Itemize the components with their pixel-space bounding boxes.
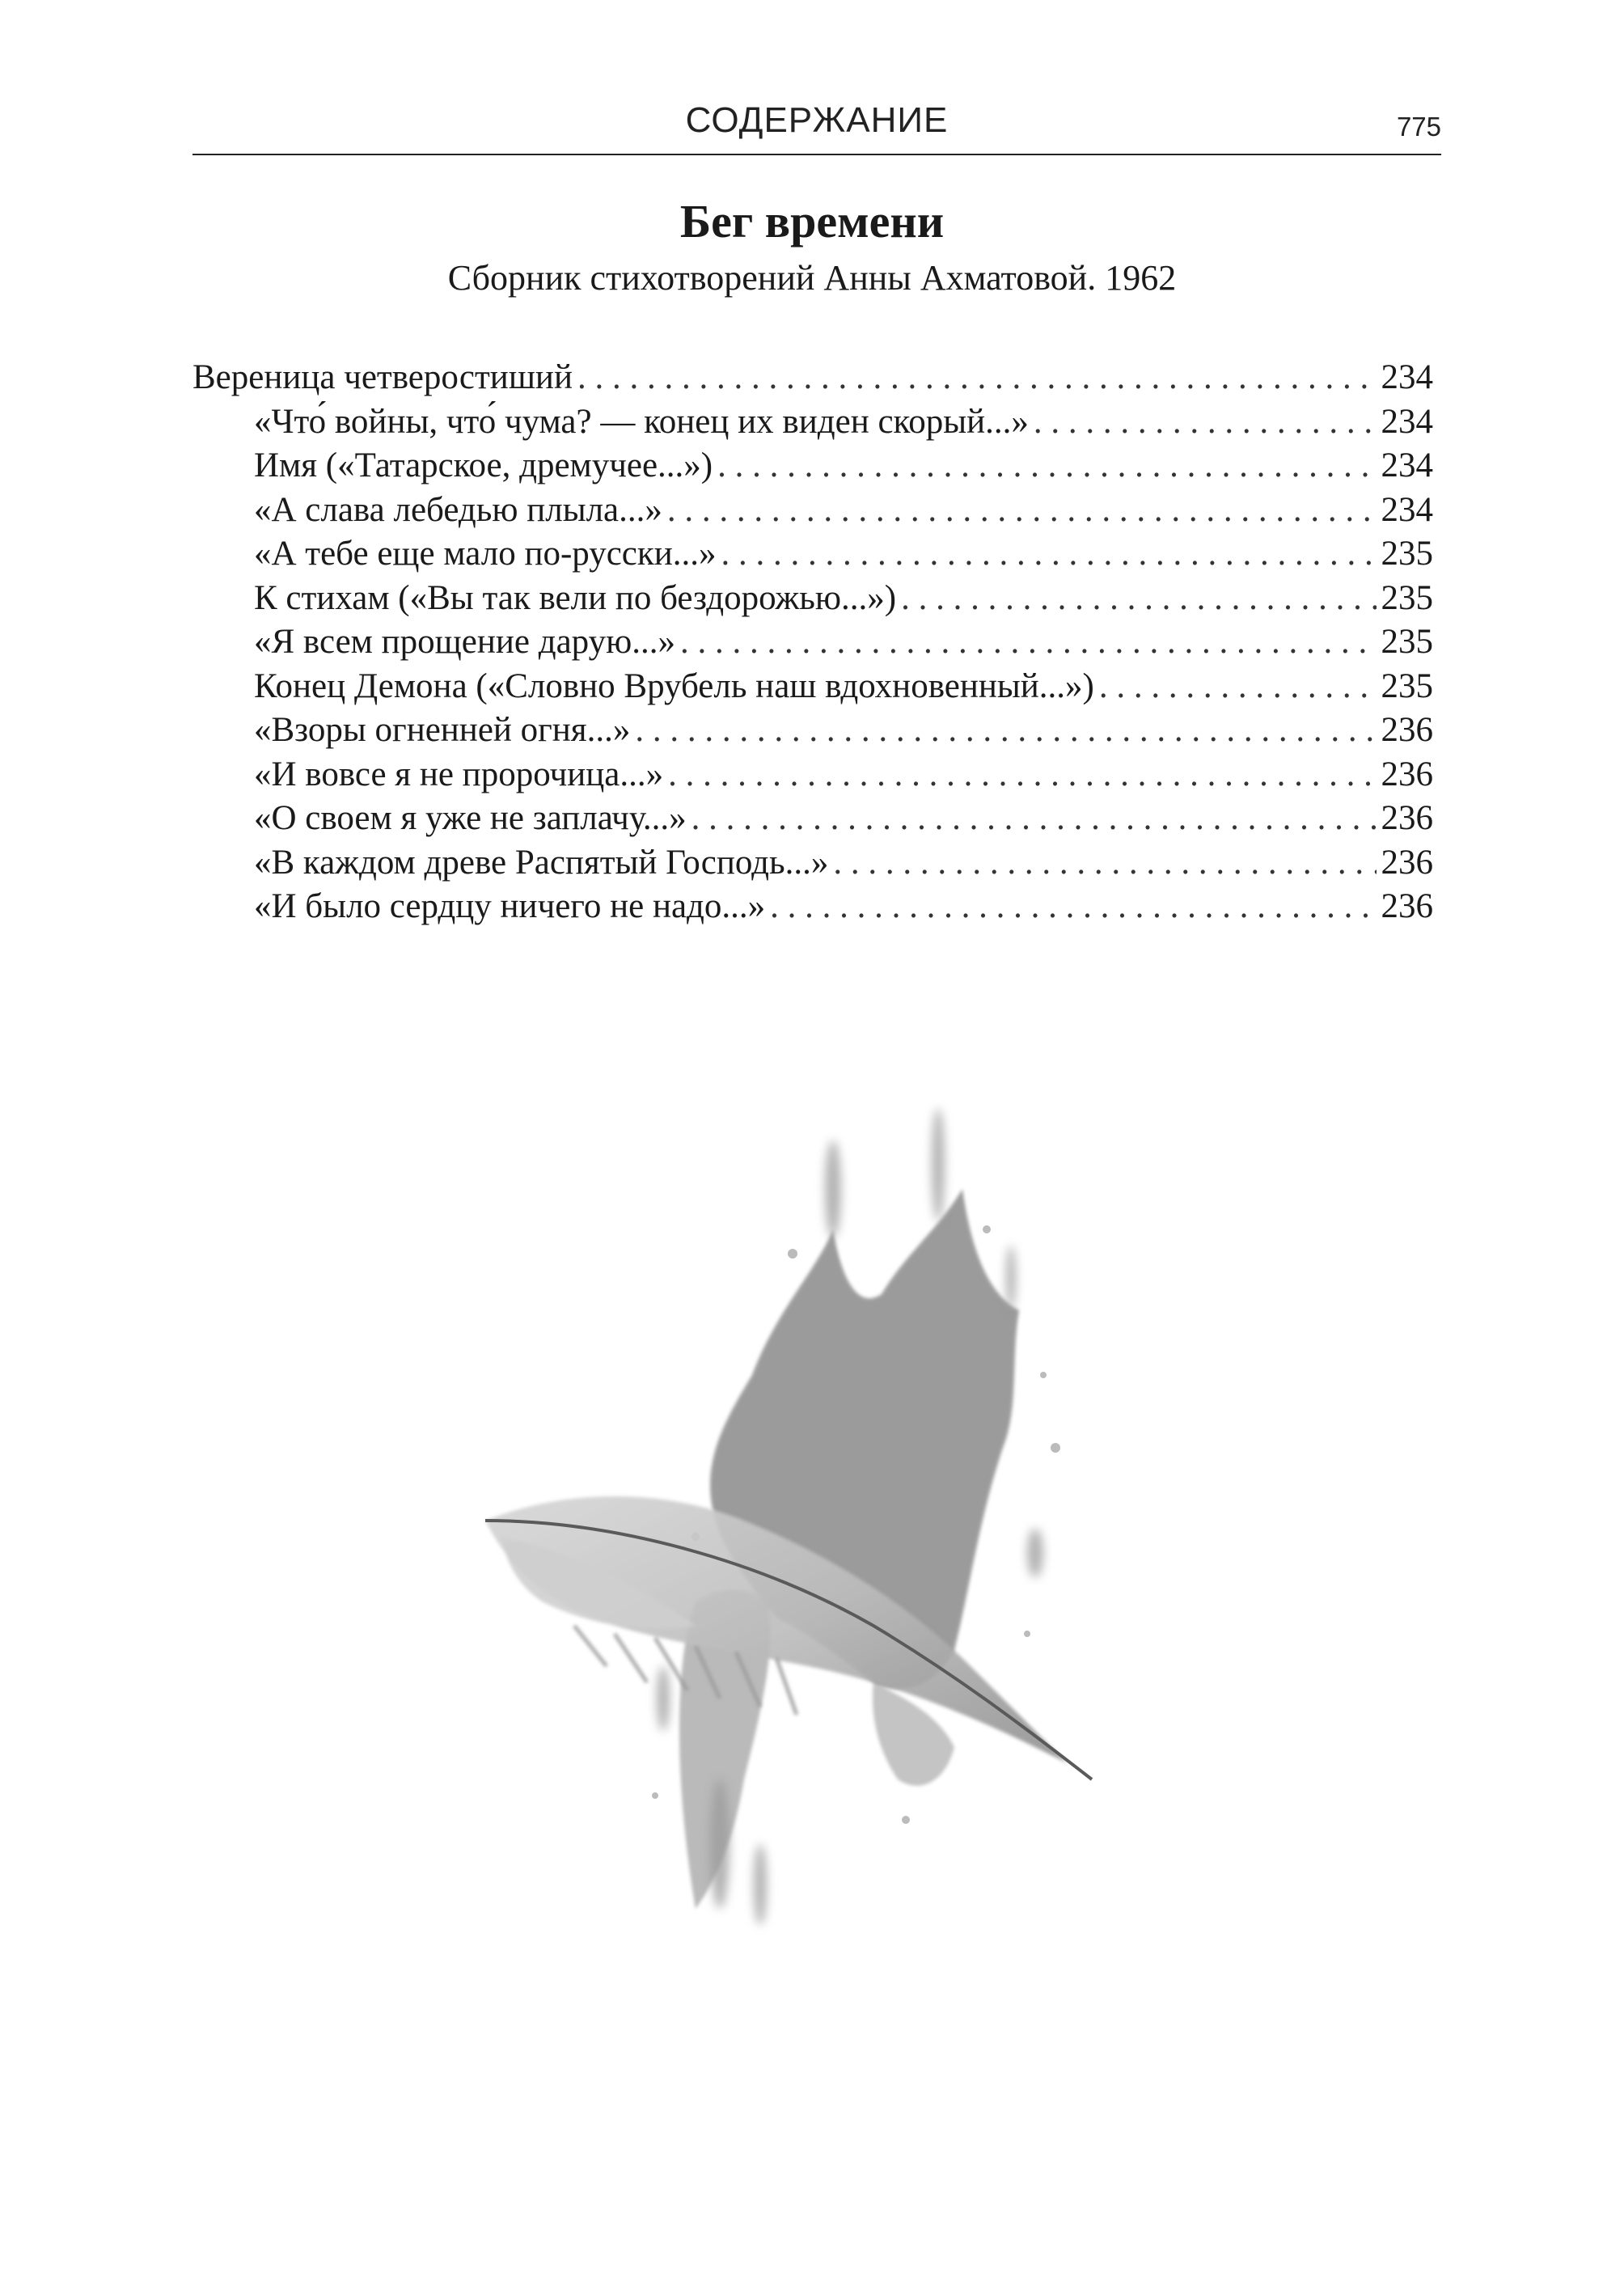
dot-leader [833,841,1376,886]
toc-entry-title: «О своем я уже не заплачу...» [254,799,687,837]
toc-entry-title: «А тебе еще мало по-русски...» [254,535,717,573]
book-title: Бег времени [679,195,945,247]
toc-entry[interactable] [192,885,1433,929]
toc-entry-page: 235 [1381,578,1433,617]
toc-entry[interactable] [192,444,1433,489]
toc-entry-page: 236 [1381,843,1433,882]
toc-entry-page: 235 [1381,535,1433,573]
dot-leader [668,753,1376,797]
feather-ink-icon [453,1068,1181,2022]
toc-entry-title: «Я всем прощение дарую...» [254,623,675,661]
toc-entry[interactable] [192,400,1433,445]
toc-entry-title: «Что́ войны, что́ чума? — конец их виден скорый...» [254,402,1029,441]
toc-entry[interactable] [192,620,1433,665]
toc-entry-page: 234 [1381,402,1433,441]
running-header [192,95,1441,155]
toc-entry-title: Вереница четверостиший [192,358,573,396]
dot-leader [770,885,1376,929]
toc-entry-page: 236 [1381,755,1433,793]
toc-entry[interactable] [192,356,1433,400]
dot-leader [1099,665,1377,709]
feather [485,1496,1068,1763]
dot-leader [577,356,1377,400]
toc-entry[interactable] [192,753,1433,797]
page-number: 775 [1396,112,1441,142]
toc-entry-title: «И было сердцу ничего не надо...» [254,887,766,925]
toc-entry-title: «И вовсе я не пророчица...» [254,755,664,793]
dot-leader [1034,400,1377,445]
toc-entry-page: 236 [1381,799,1433,837]
toc-entry-page: 234 [1381,490,1433,529]
toc-entry[interactable] [192,532,1433,577]
dot-leader [901,577,1376,621]
toc-entry[interactable] [192,841,1433,886]
toc-entry[interactable] [192,577,1433,621]
toc-entry-page: 235 [1381,666,1433,705]
toc-entry-title: К стихам («Вы так вели по бездорожью...») [254,578,897,617]
dot-leader [691,797,1377,841]
toc-entry-title: «В каждом древе Распятый Господь...» [254,843,829,882]
toc-entry[interactable] [192,665,1433,709]
toc-entry-page: 236 [1381,887,1433,925]
dot-leader [635,709,1376,753]
book-subtitle: Сборник стихотворений Анны Ахматовой. 1962 [447,258,1177,298]
dot-leader [721,532,1377,577]
toc-entry[interactable] [192,797,1433,841]
toc-entry-title: Имя («Татарское, дремучее...») [254,446,713,484]
toc-entry-page: 234 [1381,358,1433,396]
dot-leader [680,620,1377,665]
toc-entry-page: 234 [1381,446,1433,484]
feather-ink-illustration [453,1068,1181,2022]
toc-entry-title: «А слава лебедью плыла...» [254,490,662,529]
table-of-contents [192,356,1433,929]
toc-entry[interactable] [192,709,1433,753]
toc-entry-title: «Взоры огненней огня...» [254,711,631,749]
toc-entry[interactable] [192,489,1433,533]
dot-leader [717,444,1376,489]
section-title: СОДЕРЖАНИЕ [685,100,949,140]
toc-entry-page: 236 [1381,711,1433,749]
dot-leader [667,489,1377,533]
toc-entry-page: 235 [1381,623,1433,661]
toc-entry-title: Конец Демона («Словно Врубель наш вдохновенный...») [254,666,1094,705]
